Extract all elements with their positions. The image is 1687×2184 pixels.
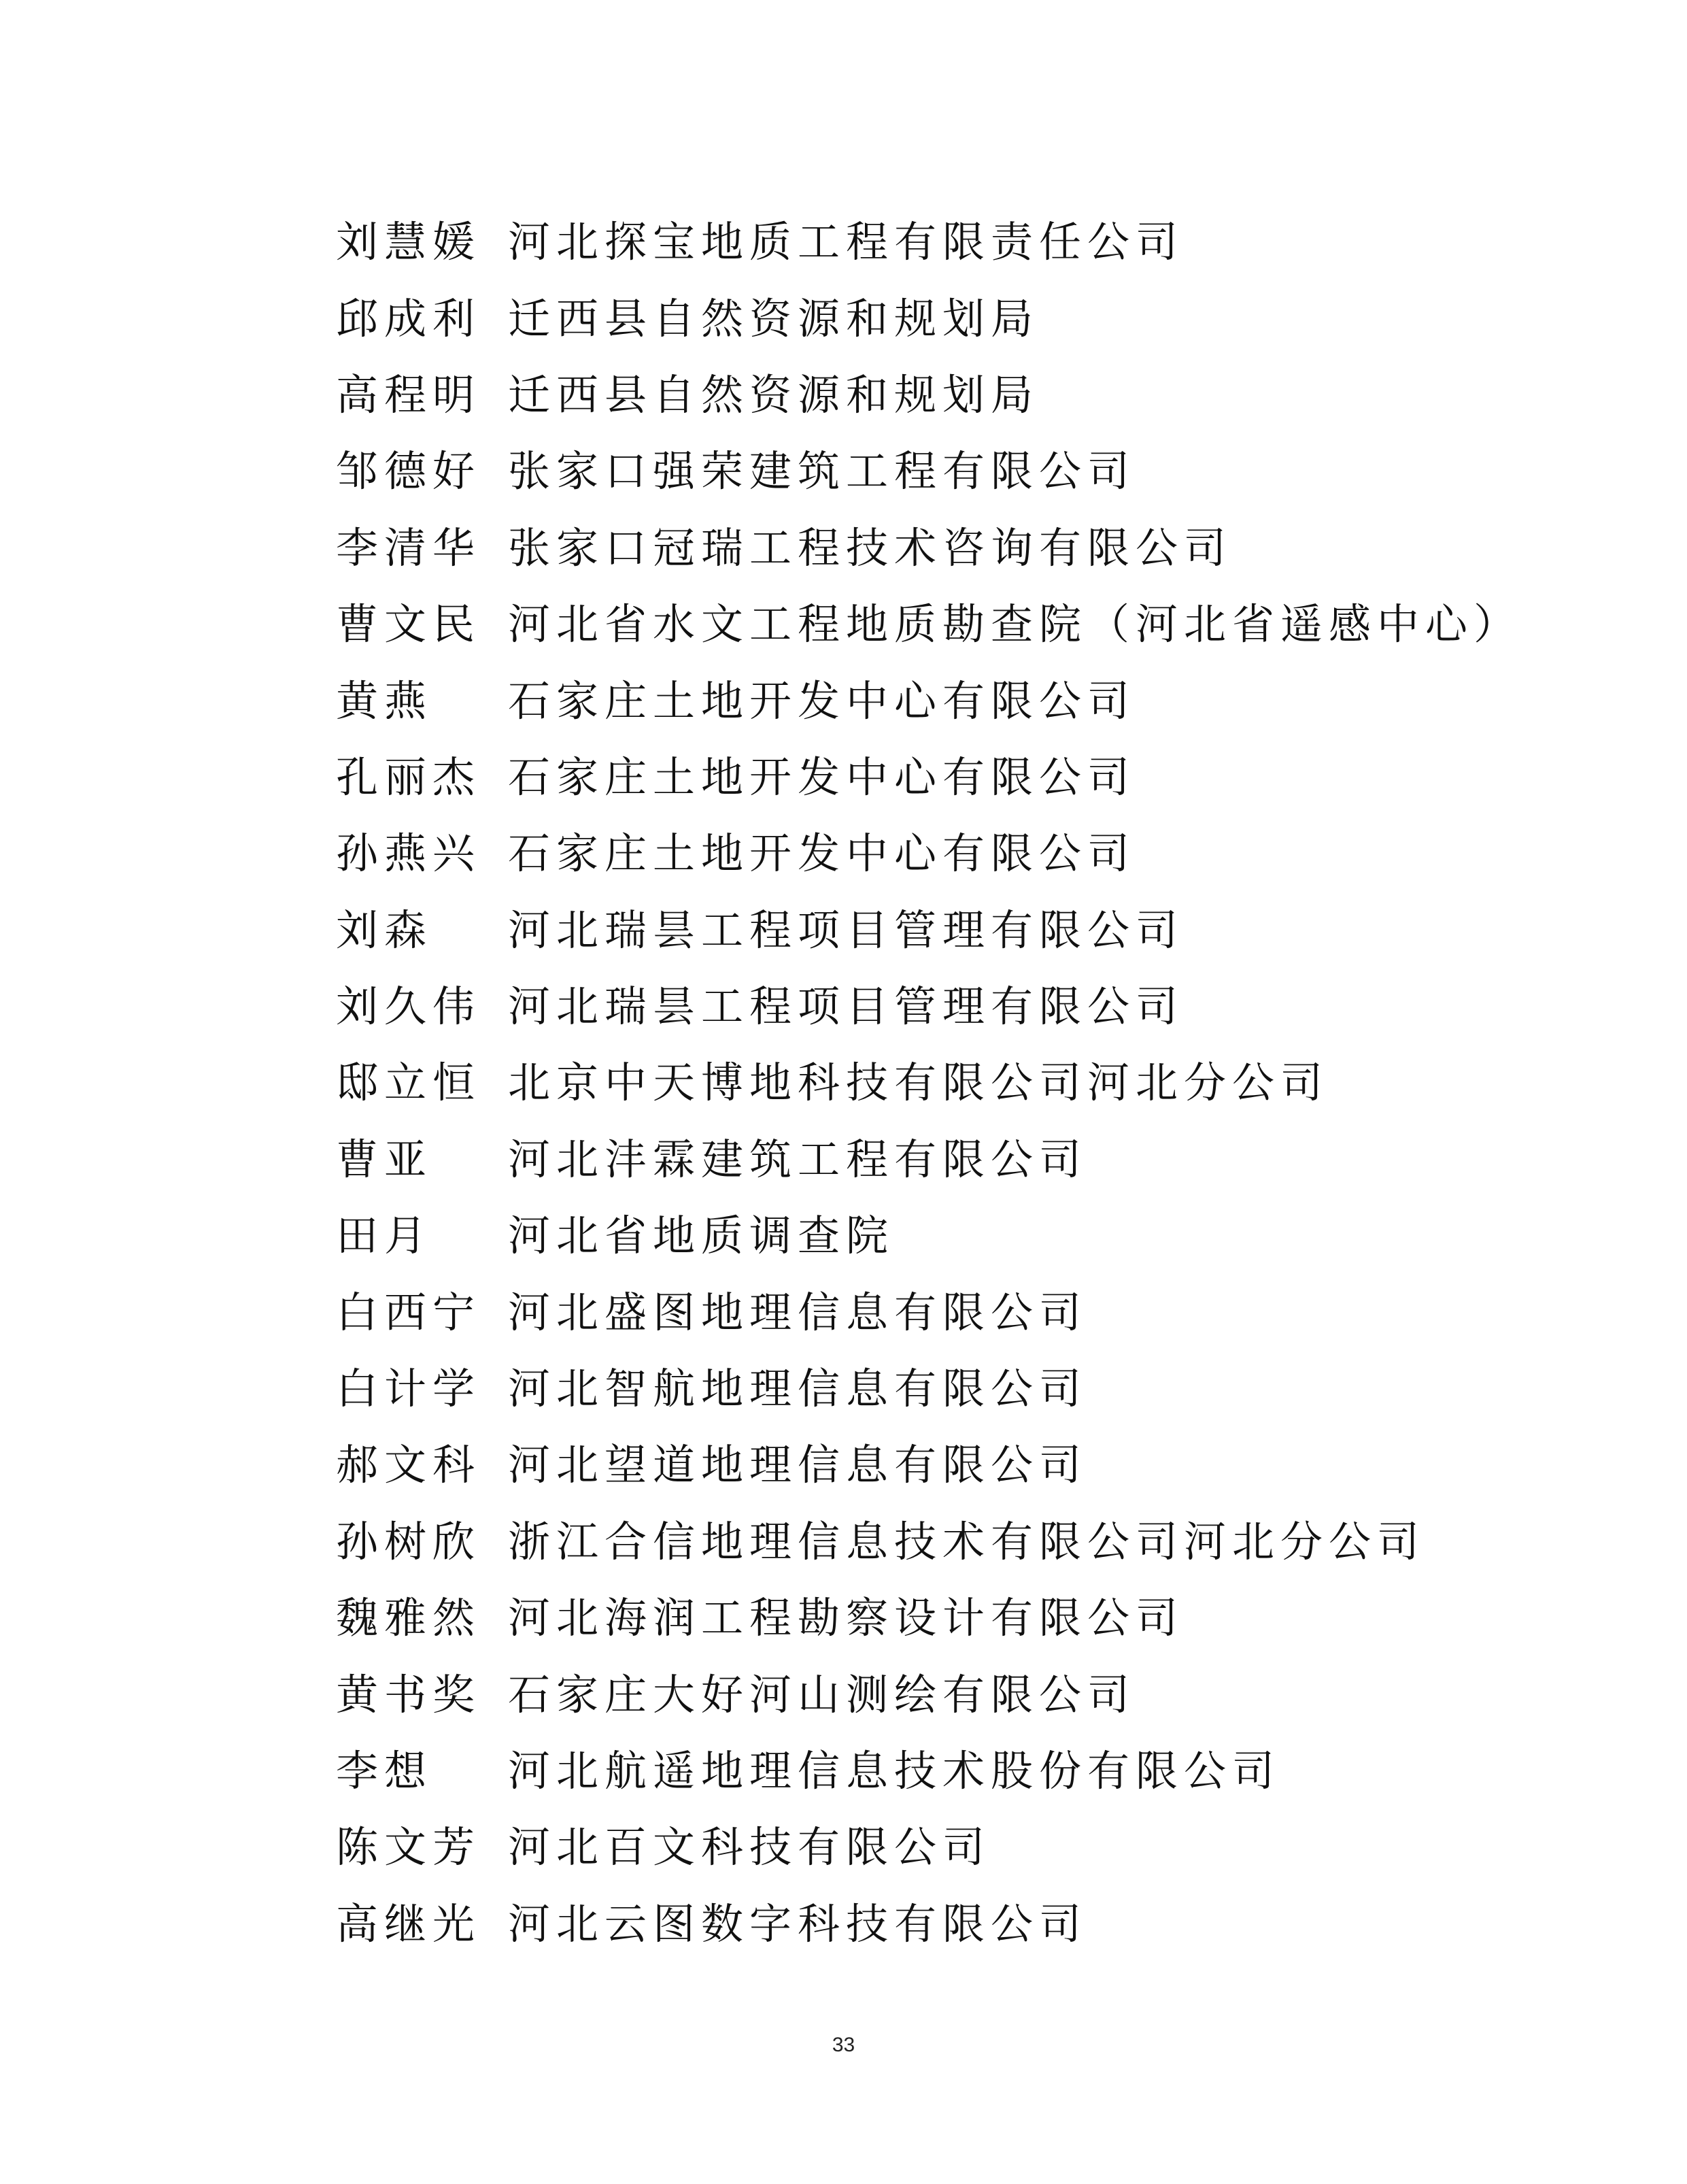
organization-name: 河北云图数字科技有限公司 <box>508 1898 1088 1949</box>
organization-name: 河北探宝地质工程有限责任公司 <box>508 217 1185 267</box>
list-item <box>336 969 1628 1045</box>
list-item <box>336 1809 1628 1885</box>
person-name: 李想 <box>336 1746 433 1796</box>
list-item <box>336 1427 1628 1503</box>
list-item <box>336 1045 1628 1121</box>
name-list <box>336 204 1628 1962</box>
list-item <box>336 1274 1628 1350</box>
list-item <box>336 1504 1628 1580</box>
person-name: 田月 <box>336 1211 433 1261</box>
person-name: 孔丽杰 <box>336 752 481 802</box>
person-name: 陈文芳 <box>336 1822 481 1872</box>
page-number: 33 <box>832 2034 855 2056</box>
person-name: 曹亚 <box>336 1134 433 1184</box>
person-name: 黄书奖 <box>336 1669 481 1719</box>
list-item <box>336 280 1628 356</box>
person-name: 高程明 <box>336 369 481 420</box>
person-name: 黄燕 <box>336 675 433 726</box>
person-name: 孙树欣 <box>336 1516 481 1566</box>
person-name: 李清华 <box>336 522 481 573</box>
person-name: 刘久伟 <box>336 981 481 1032</box>
organization-name: 河北百文科技有限公司 <box>508 1822 991 1872</box>
organization-name: 张家口强荣建筑工程有限公司 <box>508 446 1136 497</box>
organization-name: 河北海润工程勘察设计有限公司 <box>508 1593 1185 1643</box>
list-item <box>336 662 1628 739</box>
person-name: 邹德好 <box>336 446 481 497</box>
list-item <box>336 510 1628 586</box>
organization-name: 河北沣霖建筑工程有限公司 <box>508 1134 1088 1184</box>
list-item <box>336 1733 1628 1809</box>
organization-name: 河北瑞昙工程项目管理有限公司 <box>508 905 1185 955</box>
organization-name: 迁西县自然资源和规划局 <box>508 293 1040 343</box>
organization-name: 河北航遥地理信息技术股份有限公司 <box>508 1746 1281 1796</box>
organization-name: 河北省地质调查院 <box>508 1211 895 1261</box>
list-item <box>336 1351 1628 1427</box>
organization-name: 石家庄土地开发中心有限公司 <box>508 752 1136 802</box>
list-item <box>336 1122 1628 1198</box>
list-item <box>336 433 1628 509</box>
organization-name: 石家庄土地开发中心有限公司 <box>508 675 1136 726</box>
person-name: 刘慧媛 <box>336 217 481 267</box>
organization-name: 河北瑞昙工程项目管理有限公司 <box>508 981 1185 1032</box>
list-item <box>336 739 1628 816</box>
person-name: 郝文科 <box>336 1440 481 1490</box>
organization-name: 北京中天博地科技有限公司河北分公司 <box>508 1058 1329 1108</box>
organization-name: 石家庄土地开发中心有限公司 <box>508 828 1136 879</box>
list-item <box>336 1886 1628 1962</box>
organization-name: 石家庄大好河山测绘有限公司 <box>508 1669 1136 1719</box>
list-item <box>336 1198 1628 1274</box>
person-name: 高继光 <box>336 1898 481 1949</box>
organization-name: 河北望道地理信息有限公司 <box>508 1440 1088 1490</box>
person-name: 刘森 <box>336 905 433 955</box>
organization-name: 河北盛图地理信息有限公司 <box>508 1287 1088 1337</box>
list-item <box>336 892 1628 969</box>
organization-name: 张家口冠瑞工程技术咨询有限公司 <box>508 522 1233 573</box>
list-item <box>336 204 1628 280</box>
list-item <box>336 816 1628 892</box>
list-item <box>336 1580 1628 1656</box>
organization-name: 河北省水文工程地质勘查院（河北省遥感中心） <box>508 599 1522 650</box>
list-item <box>336 357 1628 433</box>
person-name: 孙燕兴 <box>336 828 481 879</box>
person-name: 邸立恒 <box>336 1058 481 1108</box>
organization-name: 浙江合信地理信息技术有限公司河北分公司 <box>508 1516 1426 1566</box>
organization-name: 河北智航地理信息有限公司 <box>508 1364 1088 1414</box>
person-name: 白西宁 <box>336 1287 481 1337</box>
person-name: 白计学 <box>336 1364 481 1414</box>
person-name: 曹文民 <box>336 599 481 650</box>
person-name: 邱成利 <box>336 293 481 343</box>
organization-name: 迁西县自然资源和规划局 <box>508 369 1040 420</box>
person-name: 魏雅然 <box>336 1593 481 1643</box>
list-item <box>336 586 1628 662</box>
list-item <box>336 1656 1628 1732</box>
